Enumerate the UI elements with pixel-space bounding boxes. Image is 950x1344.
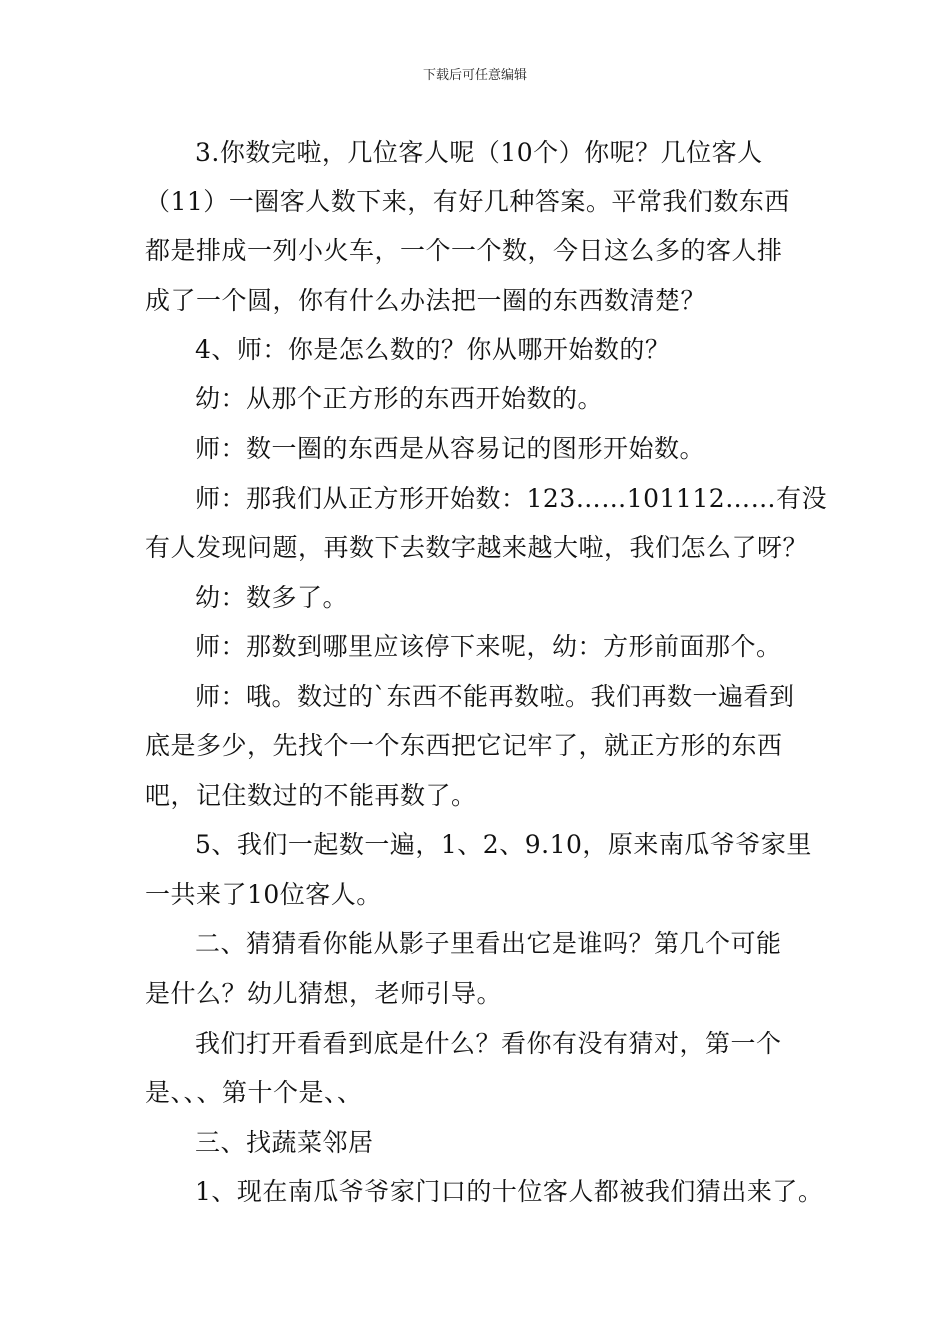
text-line: 我们打开看看到底是什么？看你有没有猜对，第一个 bbox=[195, 1029, 782, 1058]
text-line: 1、现在南瓜爷爷家门口的十位客人都被我们猜出来了。 bbox=[195, 1177, 824, 1206]
text-line: 师：那我们从正方形开始数：123……101112……有没 bbox=[195, 484, 828, 513]
text-line: 是、、、第十个是、、 bbox=[145, 1078, 363, 1107]
text-line: 幼：数多了。 bbox=[195, 583, 349, 612]
text-line: 5、我们一起数一遍，1、2、9.10，原来南瓜爷爷家里 bbox=[195, 830, 812, 859]
text-line: 成了一个圆，你有什么办法把一圈的东西数清楚？ bbox=[145, 286, 707, 315]
text-line: 都是排成一列小火车，一个一个数，今日这么多的客人排 bbox=[145, 236, 783, 265]
text-line: 是什么？幼儿猜想，老师引导。 bbox=[145, 979, 503, 1008]
page-header: 下载后可任意编辑 bbox=[422, 68, 527, 83]
text-line: 有人发现问题，再数下去数字越来越大啦，我们怎么了呀？ bbox=[145, 533, 809, 562]
text-line: （11）一圈客人数下来，有好几种答案。平常我们数东西 bbox=[145, 187, 790, 216]
text-line: 三、找蔬菜邻居 bbox=[195, 1128, 374, 1157]
text-line: 4、师：你是怎么数的？你从哪开始数的？ bbox=[195, 335, 671, 364]
text-line: 底是多少，先找个一个东西把它记牢了，就正方形的东西 bbox=[145, 731, 783, 760]
text-line: 一共来了10位客人。 bbox=[145, 880, 382, 909]
text-line: 师：那数到哪里应该停下来呢，幼：方形前面那个。 bbox=[195, 632, 782, 661]
text-line: 师：数一圈的东西是从容易记的图形开始数。 bbox=[195, 434, 706, 463]
text-line: 二、猜猜看你能从影子里看出它是谁吗？第几个可能 bbox=[195, 929, 782, 958]
text-line: 幼：从那个正方形的东西开始数的。 bbox=[195, 384, 604, 413]
text-line: 师：哦。数过的`东西不能再数啦。我们再数一遍看到 bbox=[195, 682, 795, 711]
text-line: 3.你数完啦，几位客人呢（10个）你呢？几位客人 bbox=[195, 138, 763, 167]
text-line: 吧，记住数过的不能再数了。 bbox=[145, 781, 477, 810]
